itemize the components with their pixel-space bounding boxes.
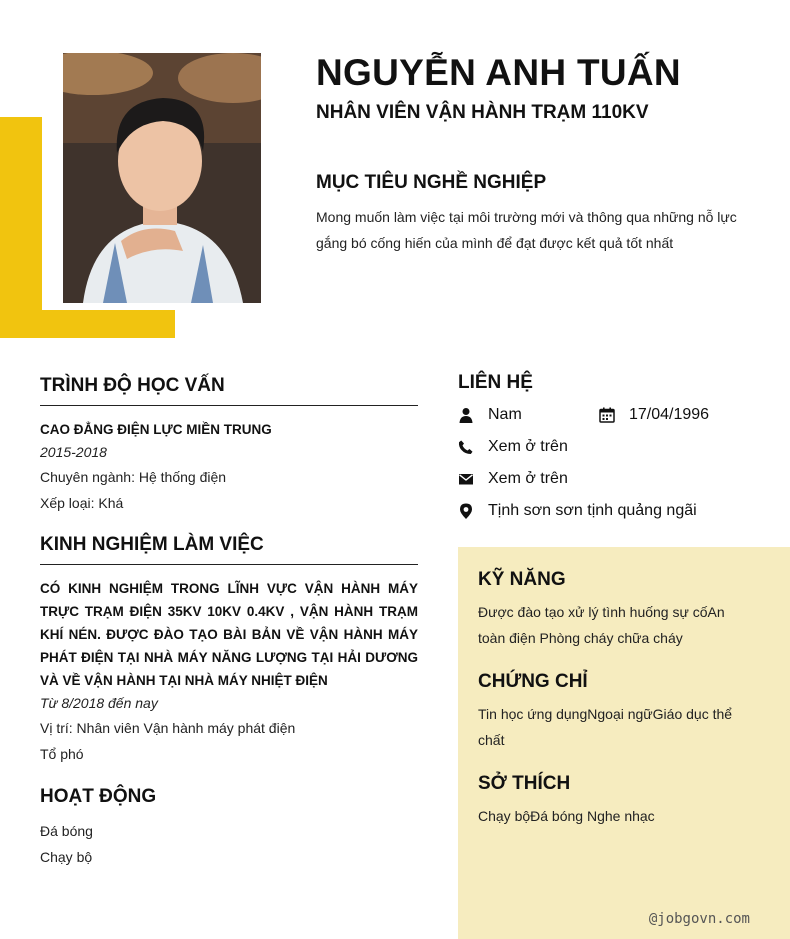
phone-icon xyxy=(458,439,474,455)
job-title: NHÂN VIÊN VẬN HÀNH TRẠM 110KV xyxy=(316,102,649,123)
contact-section xyxy=(458,372,788,519)
contact-email xyxy=(458,470,568,488)
contact-address-value: Tịnh sơn sơn tịnh quảng ngãi xyxy=(488,502,697,519)
accent-bar-left xyxy=(0,117,42,338)
contact-gender xyxy=(458,406,522,424)
skills-panel xyxy=(458,547,790,939)
candidate-name: NGUYỄN ANH TUẤN xyxy=(316,52,681,93)
calendar-icon xyxy=(599,407,615,423)
contact-title: LIÊN HỆ xyxy=(458,372,533,393)
profile-photo xyxy=(63,53,261,303)
activities-title: HOẠT ĐỘNG xyxy=(40,786,157,807)
experience-position: Vị trí: Nhân viên Vận hành máy phát điện xyxy=(40,720,296,736)
location-pin-icon xyxy=(458,503,474,519)
contact-phone xyxy=(458,438,568,456)
activities-list xyxy=(40,818,418,870)
activities-section xyxy=(40,786,418,870)
contact-gender-value: Nam xyxy=(488,406,522,423)
education-major: Chuyên ngành: Hệ thống điện xyxy=(40,469,227,485)
activity-item: Đá bóng xyxy=(40,823,93,839)
contact-birthday xyxy=(599,406,709,424)
education-rank: Xếp loại: Khá xyxy=(40,495,124,511)
certificates-title: CHỨNG CHỈ xyxy=(478,671,588,692)
hobbies-title: SỞ THÍCH xyxy=(478,773,571,794)
watermark: @jobgovn.com xyxy=(648,911,750,927)
experience-period: Từ 8/2018 đến nay xyxy=(40,695,158,711)
experience-title: KINH NGHIỆM LÀM VIỆC xyxy=(40,534,264,555)
person-icon xyxy=(458,407,474,423)
objective-text: Mong muốn làm việc tại môi trường mới và thông qua những nỗ lực gắng bó cống hiến của mình để đạt được kết quả tốt nhất xyxy=(316,209,737,251)
certificates-section xyxy=(478,671,748,753)
experience-summary: CÓ KINH NGHIỆM TRONG LĨNH VỰC VẬN HÀNH MÁY TRỰC TRẠM ĐIỆN 35KV 10KV 0.4KV , VẬN HÀNH TRẠM KHÍ NÉN. ĐƯỢC ĐÀO TẠO BÀI BẢN VỀ VẬN HÀNH MÁY PHÁT ĐIỆN TẠI NHÀ MÁY NĂNG LƯỢNG TẠI HẢI DƯƠNG VÀ VỀ VẬN HÀNH TẠI NHÀ MÁY NHIỆT ĐIỆN xyxy=(40,581,418,688)
experience-divider xyxy=(40,564,418,565)
contact-address xyxy=(458,502,697,520)
education-divider xyxy=(40,405,418,406)
accent-bar-bottom xyxy=(0,310,175,338)
education-section xyxy=(40,375,418,516)
hobbies-section xyxy=(478,773,748,829)
experience-section xyxy=(40,534,418,767)
skills-title: KỸ NĂNG xyxy=(478,569,566,590)
hobbies-text: Chạy bộĐá bóng Nghe nhạc xyxy=(478,808,655,824)
contact-birthday-value: 17/04/1996 xyxy=(629,406,710,423)
education-school: CAO ĐẲNG ĐIỆN LỰC MIỀN TRUNG xyxy=(40,422,272,437)
education-title: TRÌNH ĐỘ HỌC VẤN xyxy=(40,375,225,396)
education-period: 2015-2018 xyxy=(40,444,107,460)
objective-title: MỤC TIÊU NGHỀ NGHIỆP xyxy=(316,172,547,193)
objective-section xyxy=(316,172,746,256)
mail-icon xyxy=(458,471,474,487)
certificates-text: Tin học ứng dụngNgoại ngữGiáo dục thể chất xyxy=(478,706,733,748)
activity-item: Chạy bộ xyxy=(40,849,93,865)
experience-team: Tổ phó xyxy=(40,746,84,762)
skills-text: Được đào tạo xử lý tình huống sự cốAn toàn điện Phòng cháy chữa cháy xyxy=(478,604,725,646)
contact-email-value: Xem ở trên xyxy=(488,470,568,487)
skills-section xyxy=(478,569,748,651)
contact-phone-value: Xem ở trên xyxy=(488,438,568,455)
